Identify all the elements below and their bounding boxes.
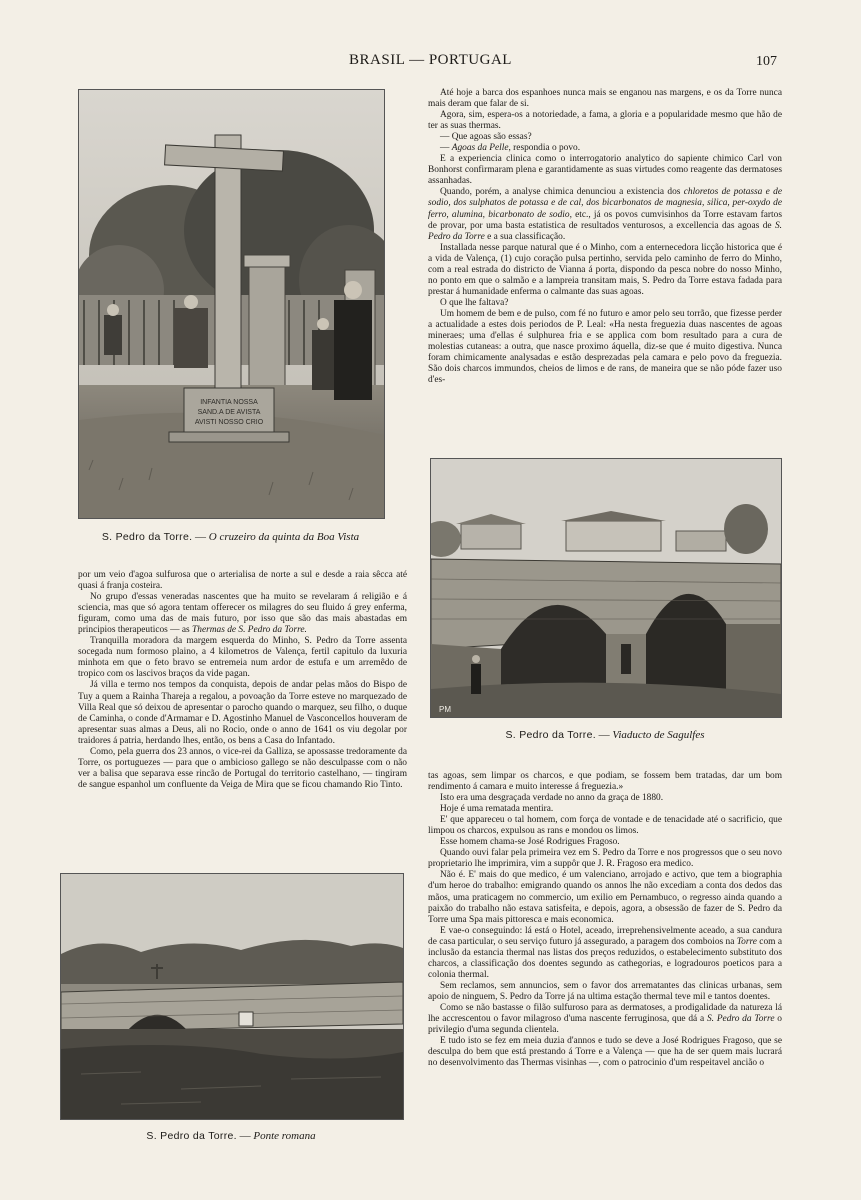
viaducto-illustration	[431, 459, 781, 717]
paragraph: O que lhe faltava?	[440, 297, 509, 308]
photo-cruzeiro	[78, 89, 385, 519]
paragraph: Sem reclamos, sem annuncios, sem o favor dos arrematantes das clinicas urbanas, sem apoio de ninguem, S. Pedro da Torre já na ultima estação thermal teve mil e tantos doentes.	[428, 980, 782, 1002]
text-right-top	[428, 88, 782, 430]
text-left-middle	[78, 570, 407, 860]
paragraph: — Agoas da Pelle, respondia o povo.	[440, 143, 581, 154]
paragraph: E a experiencia clinica como o interrogatorio analytico do sapiente chimico Carl von Bonhorst confirmaram plena e garantidamente as suas virtudes como reagente das dermatoses assanhadas.	[428, 154, 782, 187]
paragraph: Como, pela guerra dos 23 annos, o vice-rei da Galliza, se apossasse tredoramente da Torre, os portuguezes — para que o ambicioso gallego se não desculpasse com o não ver a balisa que separava esse rincão de Portugal do territorio castelhano, — tingiram de sangue espanhol um confluente da Veiga de Mira que se ficou chamando Rio Tinto.	[78, 746, 407, 790]
paragraph: tas agoas, sem limpar os charcos, e que podiam, se fossem bem tratadas, dar um bom rendimento á camara e muito interesse á freguezia.»	[428, 771, 782, 793]
paragraph: Hoje é uma rematada mentira.	[440, 804, 554, 815]
caption-desc: Ponte romana	[253, 1130, 316, 1142]
caption-place: S. Pedro da Torre.	[101, 531, 193, 543]
caption-cruzeiro	[78, 531, 383, 543]
caption-desc: Viaducto de Sagulfes	[612, 729, 705, 741]
paragraph: Como se não bastasse o filão sulfuroso para as dermatoses, a prodigalidade da natureza lá lhe accrescentou o favor milagroso d'uma nascente ferruginosa, que dá a S. Pedro da Torre o privilegio d'uma segunda clientela.	[428, 1002, 782, 1036]
paragraph: No grupo d'essas veneradas nascentes que ha muito se revelaram á religião e á sciencia, mas que só agora tentam offerecer os milagres do seu fluido á grey enferma, figuram, como uma das de mais futuro, por isso que são das mais abastadas em principios therapeuticos — as Thermas de S. Pedro da Torre.	[78, 592, 407, 636]
paragraph: Já villa e termo nos tempos da conquista, depois de andar pelas mãos do Bispo de Tuy a quem a Rainha Thareja a regalou, a povoação da Torre esteve no marquezado de Villa Real que só deixou de apresentar o parocho quando o marquez, seu filho, o duque de Caminha, o conde d'Armamar e D. Agostinho Manuel de Vasconcellos houveram de apresentar suas almas a Deus, ali no Rocio, onde o anno de 1641 os viu degolar por traidores á patria, herdando lhes, então, os bens a Casa do Infantado.	[78, 680, 407, 746]
paragraph: E vae-o conseguindo: lá está o Hotel, aceado, irreprehensivelmente aceado, a sua candura de casa particular, o seu serviço futuro já assegurado, a paragem dos comboios na Torre com a inclusão da estancia thermal nas listas dos preços reduzidos, o estabelecimento substituto dos charcos, a classificação dos doentes segundo as cathegorias, e logradouros poeticos para a colonia thermal.	[428, 925, 782, 980]
caption-ponte-romana	[60, 1130, 402, 1142]
caption-separator: —	[236, 1130, 254, 1142]
inscription-line-3: AVISTI NOSSO CRIO	[194, 419, 264, 426]
paragraph: E tudo isto se fez em meia duzia d'annos e tudo se deve a José Rodrigues Fragoso, que se desculpa do bem que está prestando á Torre e a Valença — que ha de ser quem mais lucrará no desenvolvimento das Thermas visinhas —, com o patrocinio d'um respeitavel ancião o	[428, 1036, 782, 1069]
paragraph: Tranquilla moradora da margem esquerda do Minho, S. Pedro da Torre assenta socegada num formoso plaino, a 4 kilometros de Valença, fertil capitulo da luxuria minhota em que o feto bravo se entremeia num ardor de estufa e um arremêdo de tropico com os lascivos braços da vide pagan.	[78, 636, 407, 680]
paragraph: — Que agoas são essas?	[440, 132, 532, 143]
paragraph: Esse homem chama-se José Rodrigues Fragoso.	[440, 837, 620, 848]
page-header	[0, 50, 861, 72]
paragraph: Agora, sim, espera-os a notoriedade, a fama, a gloria e a popularidade mesmo que hão de ter as suas thermas.	[428, 110, 782, 132]
running-title: BRASIL — PORTUGAL	[349, 52, 512, 68]
caption-place: S. Pedro da Torre.	[505, 729, 596, 741]
caption-place: S. Pedro da Torre.	[146, 1130, 237, 1142]
caption-viaducto	[430, 729, 780, 741]
paragraph: Quando ouvi falar pela primeira vez em S. Pedro da Torre e nos progressos que o seu novo proprietario lhe imprimira, vim a suppôr que J. R. Fragoso era medico.	[428, 848, 782, 870]
page-number: 107	[756, 54, 777, 69]
caption-desc: O cruzeiro da quinta da Boa Vista	[208, 531, 360, 543]
paragraph: E' que appareceu o tal homem, com força de vontade e de tenacidade até o sacrificio, que limpou os charcos, expulsou as rans e mondou os limos.	[428, 815, 782, 837]
photo-ponte-romana	[60, 873, 404, 1120]
photo-viaducto	[430, 458, 782, 718]
inscription-line-1: INFANTIA NOSSA	[200, 399, 258, 406]
caption-separator: —	[595, 729, 613, 741]
paragraph: Até hoje a barca dos espanhoes nunca mais se enganou nas margens, e os da Torre nunca mais deram que falar de si.	[428, 88, 782, 110]
text-right-bottom	[428, 771, 782, 1143]
caption-separator: —	[192, 531, 209, 543]
paragraph: por um veio d'agoa sulfurosa que o arterialisa de norte a sul e desde a raia sêcca até quasi á franja costeira.	[78, 570, 407, 592]
inscription-line-2: SAND.A DE AVISTA	[197, 409, 261, 416]
ponte-illustration	[61, 874, 403, 1119]
paragraph: Quando, porém, a analyse chimica denunciou a existencia dos chloretos de potassa e de sodio, dos sulphatos de potassa e de cal, dos bicarbonatos de magnesia, silica, per-oxydo de ferro, alumina, bicarbonato de sodio, etc., já os povos cumvisinhos da Torre estavam fartos de provar, por uma basta estatistica de resultados venturosos, a excellencia das agoas de S. Pedro da Torre e a sua classificação.	[428, 187, 782, 242]
paragraph: Um homem de bem e de pulso, com fé no futuro e amor pelo seu torrão, que fizesse perder a actualidade a estes dois periodos de P. Leal: «Ha nesta freguezia duas nascentes de agoas mineraes; uma d'ellas é sulphurea fria e se applica com bom resultado para a cura de molestias cutaneas: a outra, que nasce proximo áquella, diz-se que é muito digestiva. Nunca foram chimicamente analysadas e estão desprezadas pela camara e pelo povo da freguezia. São dois charcos immundos, cheios de limos e de rans, de maneira que se não póde fazer uso d'es-	[428, 308, 782, 386]
paragraph: Installada nesse parque natural que é o Minho, com a enternecedora licção historica que é a vida de Valença, (1) cujo coração pulsa pertinho, servida pelo caminho de ferro do Minho, com a real estrada do districto de Vianna á porta, dispondo da pesca nobre do nosso Minho, no ponto em que o salmão e a lampreia transitam mais, S. Pedro da Torre estava fadada para prestar á humanidade enferma o calmante das suas agoas.	[428, 242, 782, 297]
cruzeiro-illustration	[79, 90, 384, 518]
photographer-signature: PM	[439, 705, 451, 714]
paragraph: Isto era uma desgraçada verdade no anno da graça de 1880.	[440, 793, 664, 804]
paragraph: Não é. E' mais do que medico, é um valenciano, arrojado e activo, que tem a biographia d'um heroe do trabalho: emigrando quando os annos lhe não excediam a conta dos dedos das mãos, uma praticagem no commercio, um exilio em Pernambuco, o regresso ainda quando a paixão do trabalho não estava satisfeita, e depois, agora, a obsessão de fazer de S. Pedro da Torre uma Spa mais pittoresca e mais economica.	[428, 870, 782, 925]
